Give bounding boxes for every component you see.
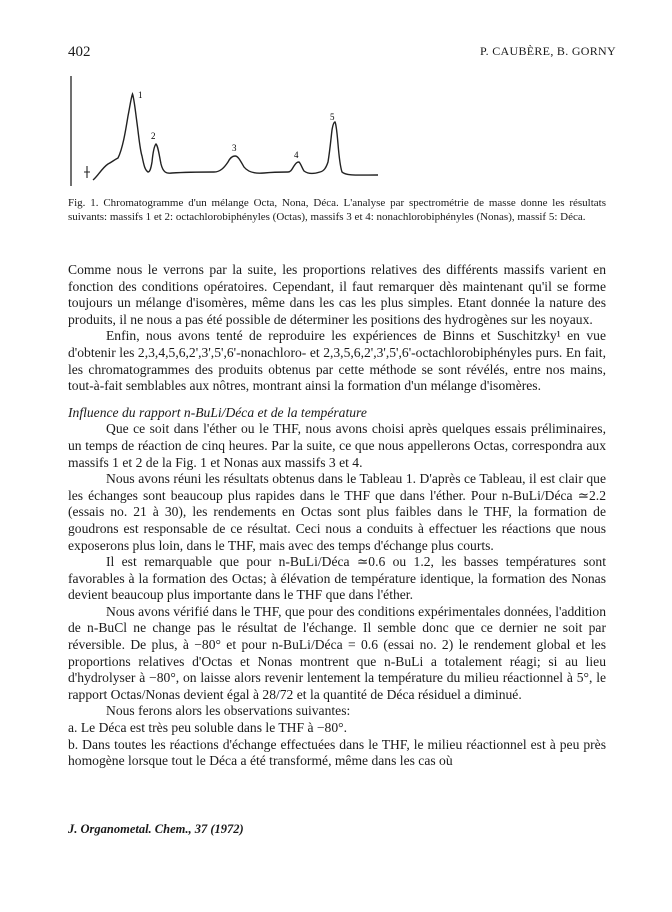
paragraph: Il est remarquable que pour n-BuLi/Déca ≃0.6 ou 1.2, les basses températures sont favorables à la formation des Octas; à élévation de température identique, la formation des Nonas devient beaucoup plus importante dans le THF que dans l'éther. bbox=[68, 554, 606, 603]
peak-label-5: 5 bbox=[330, 112, 335, 122]
injection-mark bbox=[84, 166, 90, 178]
paragraph: Nous avons vérifié dans le THF, que pour des conditions expérimentales données, l'addition de n-BuCl ne change pas le résultat de l'échange. Il semble donc que ce dernier ne soit par réversible. De plus, à −80° et pour n-BuLi/Déca = 0.6 (essai no. 2) le rendement global et les proportions relatives d'Octas et Nonas montrent que n-BuLi a totalement réagi; si au lieu d'hydrolyser à −80°, on laisse alors revenir lentement la température du milieu réactionnel à 5°, le rapport Octas/Nonas devient égal à 28/72 et la quantité de Déca résiduel a diminué. bbox=[68, 603, 606, 702]
figure-caption: Fig. 1. Chromatogramme d'un mélange Octa, Nona, Déca. L'analyse par spectrométrie de masse donne les résultats suivants: massifs 1 et 2: octachlorobiphényles (Octas), massifs 3 et 4: nonachlorobiphényles (Nonas), massif 5: Déca. bbox=[68, 197, 606, 223]
paragraph: Que ce soit dans l'éther ou le THF, nous avons choisi après quelques essais préliminaires, un temps de réaction de cinq heures. Par la suite, ce que nous appellerons Octas, correspondra aux massifs 1 et 2 de la Fig. 1 et Nonas aux massifs 3 et 4. bbox=[68, 421, 606, 470]
section-heading: Influence du rapport n-BuLi/Déca et de la température bbox=[68, 404, 367, 420]
paragraph: Comme nous le verrons par la suite, les proportions relatives des différents massifs varient en fonction des conditions opératoires. Cependant, il faut remarquer dès maintenant qu'il se forme toujours un mélange d'isomères, même dans les cas les plus simples. Etant donnée la nature des produits, il ne nous a pas été possible de déterminer les positions des hydrogènes sur les noyaux. bbox=[68, 262, 606, 327]
chromatogram-curve bbox=[93, 94, 378, 180]
running-head: P. CAUBÈRE, B. GORNY bbox=[479, 44, 616, 58]
peak-label-3: 3 bbox=[232, 143, 237, 153]
body-text bbox=[68, 262, 606, 770]
journal-footer: J. Organometal. Chem., 37 (1972) bbox=[68, 822, 244, 836]
peak-label-4: 4 bbox=[294, 150, 299, 160]
observation-a: a. Le Déca est très peu soluble dans le THF à −80°. bbox=[68, 720, 347, 736]
page-number: 402 bbox=[68, 44, 91, 60]
paragraph: Enfin, nous avons tenté de reproduire les expériences de Binns et Suschitzky¹ en vue d'obtenir les 2,3,4,5,6,2',3',5',6'-nonachloro- et 2,3,5,6,2',3',5',6'-octachlorobiphényles purs. En fait, les chromatogrammes des produits obtenus par cette méthode se sont révélés, entre nos mains, tout-à-fait semblables aux nôtres, montrant ainsi la formation d'un mélange d'isomères. bbox=[68, 328, 606, 394]
paragraph: Nous avons réuni les résultats obtenus dans le Tableau 1. D'après ce Tableau, il est clair que les échanges sont beaucoup plus rapides dans le THF que dans l'éther. Pour n-BuLi/Déca ≃2.2 (essais no. 21 à 30), les rendements en Octas sont plus faibles dans le THF, la formation de goudrons est responsable de ce résultat. Ceci nous a conduits à effectuer les réactions que nous exposerons plus loin, dans le THF, mais avec des temps d'échange plus courts. bbox=[68, 471, 606, 553]
peak-label-2: 2 bbox=[151, 131, 156, 141]
chromatogram-trace bbox=[68, 68, 608, 196]
peak-label-1: 1 bbox=[138, 90, 143, 100]
observation-b: b. Dans toutes les réactions d'échange effectuées dans le THF, le milieu réactionnel est à peu près homogène lorsque tout le Déca a été transformé, même dans les cas où bbox=[68, 736, 606, 769]
chromatogram-figure bbox=[68, 68, 608, 196]
paragraph: Nous ferons alors les observations suivantes: bbox=[106, 703, 351, 719]
